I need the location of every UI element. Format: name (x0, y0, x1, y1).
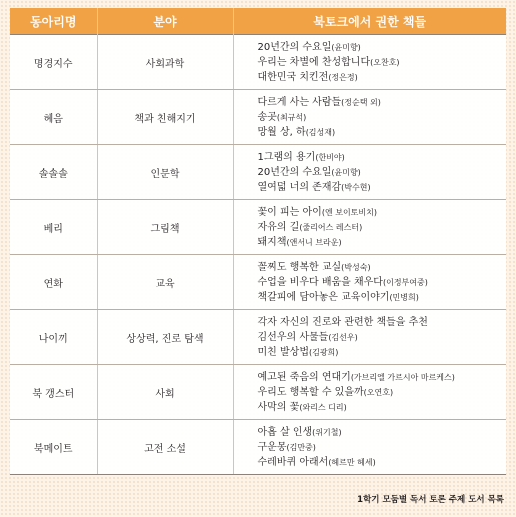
field-cell: 교육 (97, 255, 233, 310)
books-cell (233, 200, 506, 255)
book-title: 아홉 살 인생 (257, 426, 313, 438)
book-entry (258, 425, 507, 440)
book-entry (258, 370, 507, 385)
book-title: 미친 발상법 (257, 346, 309, 358)
club-name-cell: 베리 (10, 200, 97, 255)
book-entry (258, 125, 507, 140)
header-field: 분야 (97, 8, 233, 35)
book-list-panel (10, 8, 506, 475)
club-name-cell: 솔솔솔 (10, 145, 97, 200)
book-entry (258, 220, 507, 235)
book-entry (258, 235, 507, 250)
table-row (10, 200, 506, 255)
book-author: (김광희) (308, 347, 339, 357)
book-title: 돼지책 (257, 236, 287, 248)
table-row (10, 420, 506, 475)
book-entry (258, 275, 507, 290)
table-row (10, 310, 506, 365)
book-title: 우리도 행복할 수 있을까 (257, 386, 364, 398)
books-cell (233, 145, 506, 200)
club-name-cell: 북메이트 (10, 420, 97, 475)
book-entry (258, 95, 507, 110)
field-cell: 그림책 (97, 200, 233, 255)
book-entry (258, 55, 507, 70)
book-title: 우리는 차별에 찬성합니다 (257, 56, 371, 68)
club-name-cell: 혜음 (10, 90, 97, 145)
book-author: (한비야) (315, 152, 345, 162)
book-entry (258, 345, 507, 360)
table-row (10, 35, 506, 90)
book-author: (와리스 디리) (299, 402, 347, 412)
book-author: (정은정) (328, 72, 358, 82)
books-cell (233, 420, 506, 475)
book-author: (박수현) (341, 182, 371, 192)
book-title: 20년간의 수요일 (257, 166, 332, 178)
book-title: 김선우의 사물들 (257, 331, 329, 343)
book-author: (엔 보이토비치) (321, 207, 377, 217)
table-header (10, 8, 506, 35)
book-author: (민병희) (389, 292, 419, 302)
club-name-cell: 연화 (10, 255, 97, 310)
field-cell: 사회과학 (97, 35, 233, 90)
book-title: 수업을 비우다 배움을 채우다 (257, 276, 383, 288)
book-title: 다르게 사는 사람들 (257, 96, 342, 108)
book-title: 20년간의 수요일 (257, 41, 332, 53)
table-row (10, 90, 506, 145)
book-entry (258, 290, 507, 305)
book-title: 수레바퀴 아래서 (257, 456, 329, 468)
book-author: (김성재) (305, 127, 336, 137)
table-caption: 1학기 모둠별 독서 토론 주제 도서 목록 (357, 495, 504, 505)
book-club-table (10, 8, 506, 475)
books-cell (233, 35, 506, 90)
book-author: (가브리엘 가르시아 마르케스) (350, 372, 455, 382)
book-entry (258, 40, 507, 55)
field-cell: 상상력, 진로 탐색 (97, 310, 233, 365)
field-cell: 사회 (97, 365, 233, 420)
club-name-cell: 명경지수 (10, 35, 97, 90)
book-title: 책갈피에 담아놓은 교육이야기 (257, 291, 390, 303)
header-row (10, 8, 506, 35)
book-entry (258, 70, 507, 85)
book-entry (258, 440, 507, 455)
books-cell (233, 90, 506, 145)
book-author: (줄리어스 레스터) (299, 222, 363, 232)
club-name-cell: 나이끼 (10, 310, 97, 365)
header-club-name: 동아리명 (10, 8, 97, 35)
table-row (10, 365, 506, 420)
book-title: 사막의 꽃 (257, 401, 300, 413)
book-entry (258, 110, 507, 125)
books-cell (233, 365, 506, 420)
header-recommended-books: 북토크에서 권한 책들 (233, 8, 506, 35)
book-title: 자유의 길 (257, 221, 300, 233)
book-author: (헤르만 헤세) (328, 457, 376, 467)
book-entry (258, 315, 507, 330)
book-author: (김선우) (328, 332, 358, 342)
book-author: (위기철) (312, 427, 342, 437)
book-entry (258, 400, 507, 415)
book-title: 꽃이 피는 아이 (257, 206, 322, 218)
book-author: (윤미향) (331, 167, 361, 177)
field-cell: 책과 친해지기 (97, 90, 233, 145)
table-body (10, 35, 506, 475)
book-title: 1그램의 용기 (257, 151, 316, 163)
book-entry (258, 385, 507, 400)
book-author: (오찬호) (370, 57, 400, 67)
book-entry (258, 180, 507, 195)
table-row (10, 255, 506, 310)
book-author: (정순택 외) (341, 97, 381, 107)
book-author: (박성숙) (341, 262, 371, 272)
book-author: (오연호) (363, 387, 394, 397)
book-title: 구운몽 (257, 441, 287, 453)
book-author: (최규석) (276, 112, 307, 122)
book-title: 송곳 (257, 111, 277, 123)
book-title: 대한민국 치킨전 (257, 71, 329, 83)
club-name-cell: 북 갱스터 (10, 365, 97, 420)
book-title: 예고된 죽음의 연대기 (257, 371, 351, 383)
field-cell: 고전 소설 (97, 420, 233, 475)
field-cell: 인문학 (97, 145, 233, 200)
book-title: 열여덟 너의 존재감 (257, 181, 342, 193)
book-author: (김만중) (286, 442, 316, 452)
books-cell (233, 310, 506, 365)
book-entry (258, 205, 507, 220)
book-entry (258, 150, 507, 165)
book-author: (앤서니 브라운) (286, 237, 342, 247)
book-title: 각자 자신의 진로와 관련한 책들을 추천 (257, 316, 428, 328)
book-author: (윤미향) (331, 42, 361, 52)
book-entry (258, 260, 507, 275)
book-entry (258, 455, 507, 470)
book-entry (258, 330, 507, 345)
table-row (10, 145, 506, 200)
books-cell (233, 255, 506, 310)
book-author: (이정부여중) (382, 277, 428, 287)
book-entry (258, 165, 507, 180)
book-title: 망월 상, 하 (257, 126, 306, 138)
book-title: 꼴찌도 행복한 교실 (257, 261, 342, 273)
